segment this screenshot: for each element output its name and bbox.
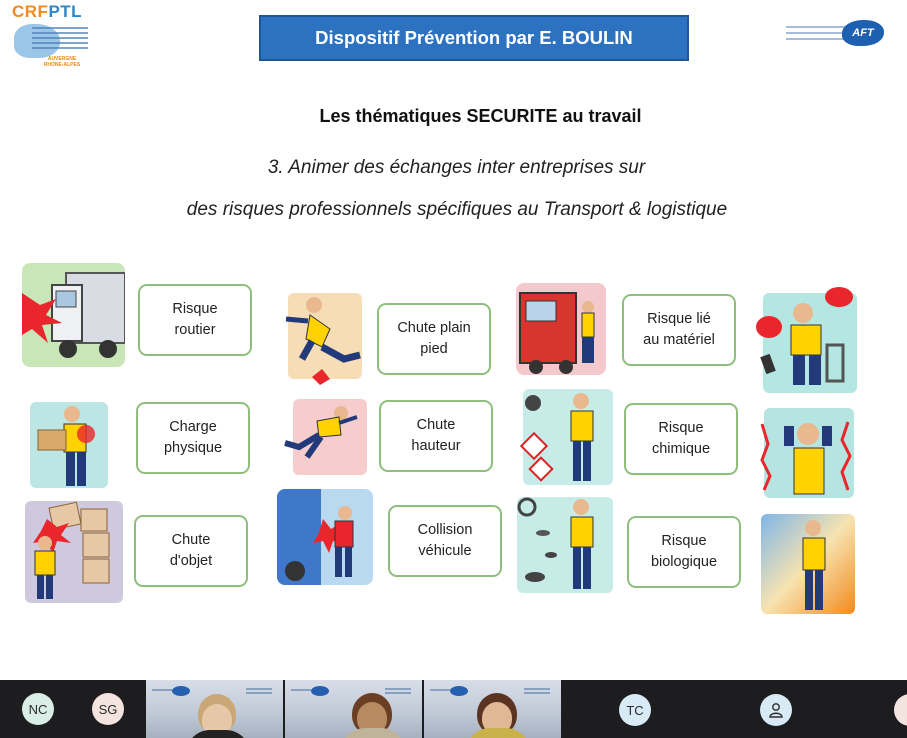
user-icon [768,702,784,718]
participant-tile-group-right [564,680,907,738]
slide-subtitle-line-2: des risques professionnels spécifiques au Transport & logistique [186,199,728,220]
participant-avatar-partial[interactable] [894,694,907,726]
risk-label-chute-hauteur: Chute hauteur [379,400,493,472]
risk-label-risque-chimique: Risque chimique [624,403,738,475]
risk-label-risque-materiel: Risque lié au matériel [622,294,736,366]
participant-avatar-sg[interactable]: SG [92,693,124,725]
risk-label-chute-objet: Chute d'objet [134,515,248,587]
participant-video-3[interactable] [424,680,561,738]
aft-logo-icon [450,686,468,696]
participant-avatar-tc[interactable]: TC [619,694,651,726]
worker-slipping-icon [282,289,368,387]
title-banner [259,15,689,61]
noise-hazard-icon [758,404,857,500]
crfptl-logo [12,2,108,72]
slide-heading: Les thématiques SECURITE au travail [319,106,642,126]
heat-hazard-icon [757,512,857,615]
aft-logo-icon [311,686,329,696]
worker-falling-icon [281,395,369,478]
participant-video-2[interactable] [285,680,422,738]
aft-logo-mark: AFT [842,20,884,46]
risk-label-risque-routier: Risque routier [138,284,252,356]
logo-text-ptl: PTL [48,2,83,21]
truck-crash-icon [22,263,125,367]
chemical-hazard-icon [519,381,616,489]
slide-title: Dispositif Prévention par E. BOULIN [315,27,633,48]
participant-avatar-anonymous[interactable] [760,694,792,726]
worker-lifting-box-icon [26,398,111,492]
participant-video-1[interactable] [146,680,283,738]
vehicle-collision-icon [277,489,373,585]
risk-label-chute-plain-pied: Chute plain pied [377,303,491,375]
slide-subtitle-line-1: 3. Animer des échanges inter entreprises sur [267,157,646,178]
logo-region: AUVERGNE RHONE-ALPES [43,56,81,68]
risk-label-charge-physique: Charge physique [136,402,250,474]
logo-text-crf: CRF [12,2,49,21]
biohazard-icon [515,487,616,598]
stressed-worker-icon [755,285,861,396]
aft-logo-icon [172,686,190,696]
aft-logo [786,18,886,50]
falling-boxes-icon [21,497,125,605]
participant-tile-group [0,680,145,738]
video-call-participant-bar [0,680,907,738]
truck-door-icon [516,283,606,375]
risk-label-risque-biologique: Risque biologique [627,516,741,588]
participant-avatar-nc[interactable]: NC [22,693,54,725]
risk-label-collision-vehicule: Collision véhicule [388,505,502,577]
